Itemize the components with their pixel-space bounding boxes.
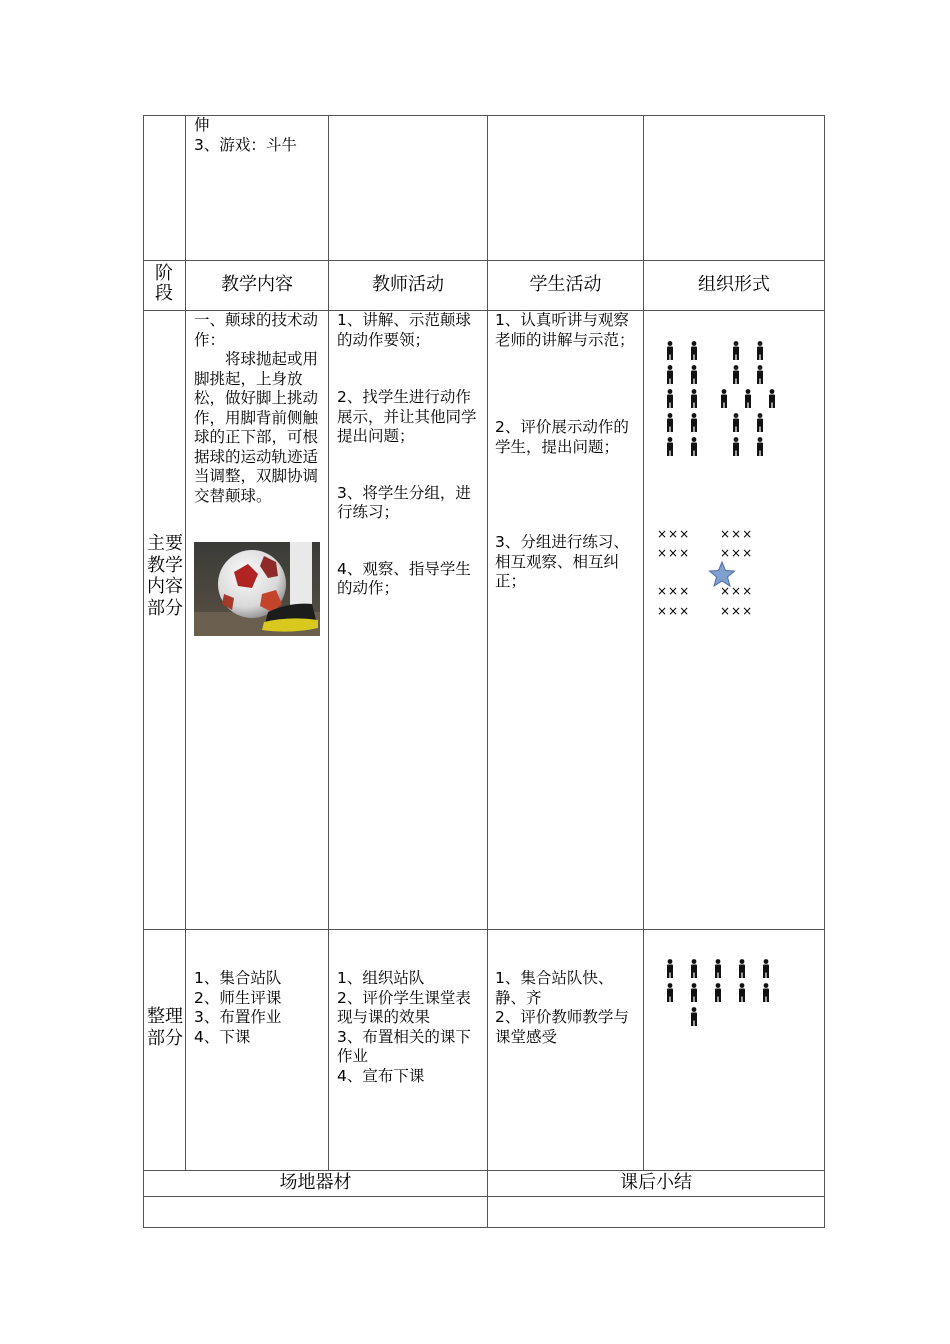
main-teacher-item-2: 2、找学生进行动作展示，并让其他同学提出问题； [337,388,477,445]
formation-mark: ××× [720,546,754,560]
main-teacher-item-4: 4、观察、指导学生的动作； [337,559,471,597]
person-icon [667,983,673,1002]
person-icon [715,983,721,1002]
closing-content-item-3: 3、布置作业 [194,1008,282,1026]
closing-teacher-item-4: 4、宣布下课 [337,1066,425,1085]
person-icon [715,959,721,978]
formation-mark: ××× [657,527,691,541]
formation-mark: ××× [720,584,754,598]
header-teacher: 教师活动 [372,274,444,295]
formation-mark: ××× [657,604,691,618]
person-icon [691,983,697,1002]
closing-student-item-2: 2、评价教师教学与课堂感受 [495,1008,629,1046]
closing-content-item-2: 2、师生评课 [194,988,282,1007]
main-content-title: 一、颠球的技术动作： [194,311,319,349]
person-icon [739,983,745,1002]
header-organization: 组织形式 [698,274,770,295]
formation-mark: ××× [657,584,691,598]
person-icon [691,959,697,978]
main-student-item-1: 1、认真听讲与观察老师的讲解与示范； [495,311,635,349]
formation-mark: ××× [720,527,754,541]
main-stage-label: 主要教学内容部分 [147,533,183,619]
main-student-item-2: 2、评价展示动作的学生，提出问题； [495,418,629,456]
main-student-item-3: 3、分组进行练习、相互观察、相互纠正； [495,533,629,590]
closing-content-item-4: 4、下课 [194,1027,251,1046]
closing-teacher-item-2: 2、评价学生课堂表现与课的效果 [337,988,471,1026]
summary-label: 课后小结 [620,1172,692,1193]
person-icon [667,959,673,978]
summary-cell [488,1197,824,1227]
person-icon [691,1007,697,1026]
person-icon [763,959,769,978]
continued-line-1: 伸 [194,116,210,134]
person-icon [763,983,769,1002]
main-teacher-item-1: 1、讲解、示范颠球的动作要领； [337,311,471,349]
venue-label: 场地器材 [279,1172,352,1193]
header-content: 教学内容 [221,274,293,295]
closing-teacher-item-3: 3、布置相关的课下作业 [337,1027,471,1065]
continued-line-2: 3、游戏：斗牛 [194,135,297,154]
closing-student-item-1: 1、集合站队快、静、齐 [495,969,614,1007]
main-teacher-item-3: 3、将学生分组，进行练习； [337,483,471,521]
closing-content-item-1: 1、集合站队 [194,969,282,987]
closing-teacher-item-1: 1、组织站队 [337,969,425,987]
venue-cell [144,1197,487,1227]
main-content-body: 将球抛起或用脚挑起，上身放松，做好脚上挑动作，用脚背前侧触球的正下部，可根据球的运动轨迹适当调整，双脚协调交替颠球。 [194,350,319,505]
header-student: 学生活动 [529,274,602,295]
formation-mark: ××× [720,604,754,618]
closing-stage-label: 整理部分 [147,1006,183,1049]
formation-mark: ××× [657,546,691,560]
header-stage: 阶段 [155,263,173,304]
person-icon [739,959,745,978]
